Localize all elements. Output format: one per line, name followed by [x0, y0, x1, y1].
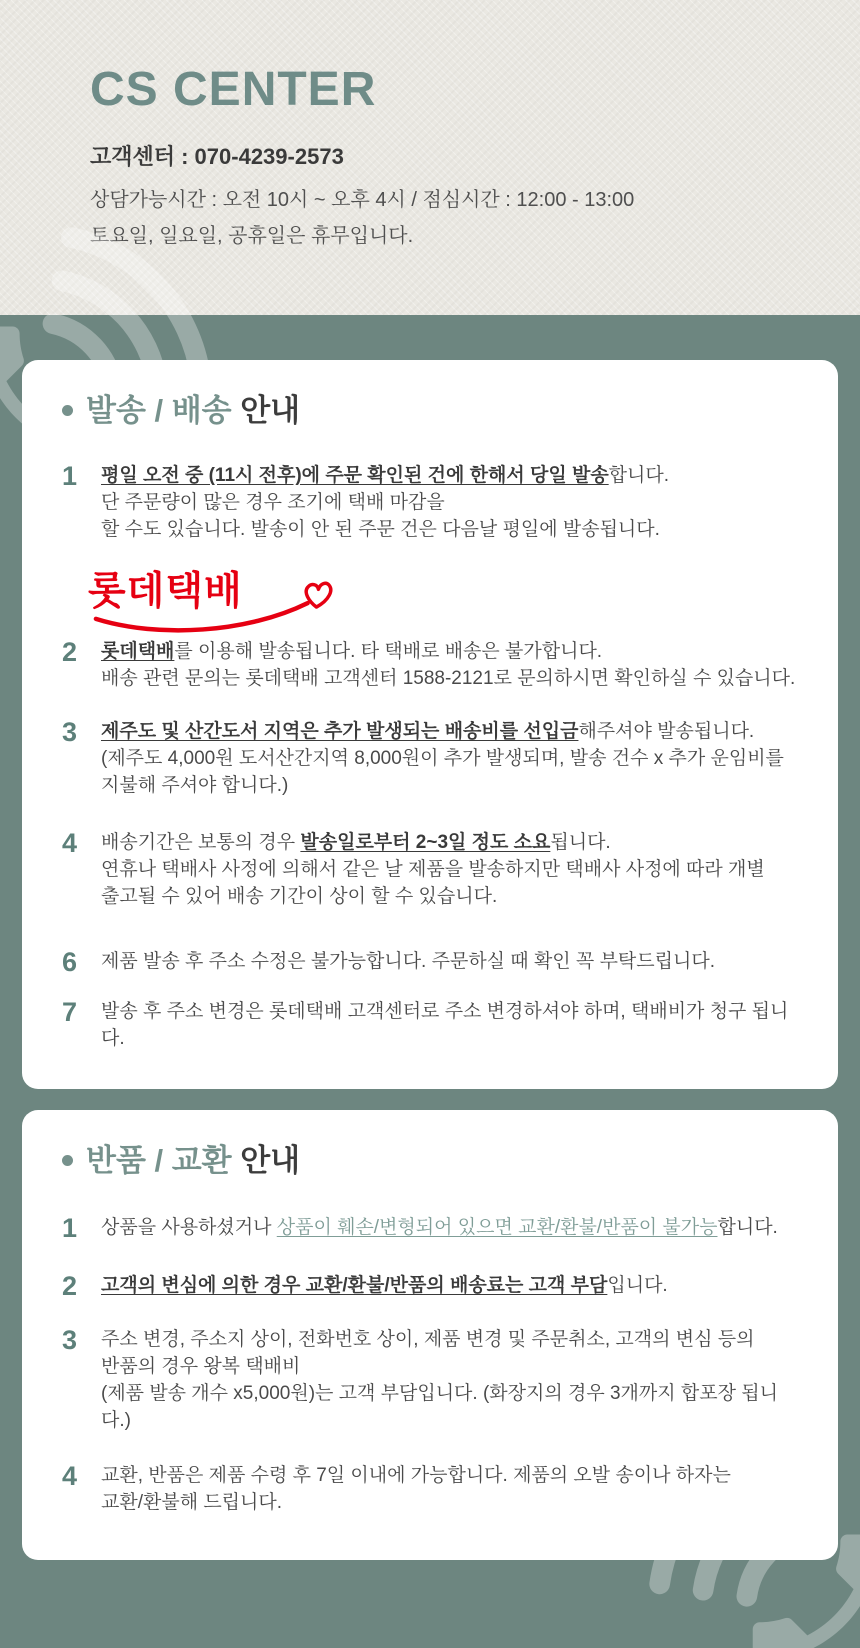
item-number: 3 — [62, 1325, 78, 1355]
shipping-card-title — [62, 390, 798, 432]
list-item — [62, 638, 798, 692]
shipping-title-rest: 안내 — [231, 393, 301, 428]
list-item — [62, 462, 798, 543]
consult-hours: 상담가능시간 : 오전 10시 ~ 오후 4시 / 점심시간 : 12:00 - 13:00 — [90, 189, 635, 211]
returns-card-title — [62, 1140, 798, 1182]
item-number: 2 — [62, 1271, 78, 1301]
emphasized-text: 제주도 및 산간도서 지역은 추가 발생되는 배송비를 선입금 — [101, 720, 579, 742]
item-text: 해주셔야 발송됩니다. — [578, 720, 755, 742]
list-item — [62, 948, 798, 976]
item-text: 출고될 수 있어 배송 기간이 상이 할 수 있습니다. — [101, 885, 498, 907]
returns-title-rest: 안내 — [231, 1143, 301, 1178]
customer-center-phone: 고객센터 : 070-4239-2573 — [90, 144, 344, 169]
returns-info-card — [22, 1110, 838, 1560]
list-item — [62, 1326, 798, 1434]
item-number: 3 — [62, 716, 78, 747]
item-text: 배송 관련 문의는 롯데택배 고객센터 1588-2121로 문의하시면 확인하실 수 있습니다. — [101, 667, 796, 689]
item-text: 할 수도 있습니다. 발송이 안 된 주문 건은 다음날 평일에 발송됩니다. — [101, 519, 660, 540]
item-text: 발송 후 주소 변경은 롯데택배 고객센터로 주소 변경하셔야 하며, 택배비가 청구 됩니다. — [101, 1000, 789, 1049]
item-text: 주소 변경, 주소지 상이, 전화번호 상이, 제품 변경 및 주문취소, 고객의 변심 등의 — [101, 1329, 755, 1350]
item-text: 배송기간은 보통의 경우 — [101, 831, 301, 853]
item-text: 입니다. — [607, 1275, 668, 1296]
item-text: (제품 발송 개수 x5,000원)는 고객 부담입니다. (화장지의 경우 3개까지 합포장 됩니다.) — [101, 1383, 778, 1431]
item-text: 단 주문량이 많은 경우 조기에 택배 마감을 — [101, 492, 445, 513]
bullet-dot-icon — [62, 405, 73, 416]
bullet-dot-icon — [62, 1155, 73, 1166]
emphasized-text: 고객의 변심에 의한 경우 교환/환불/반품의 배송료는 고객 부담 — [101, 1275, 608, 1296]
shipping-info-card — [22, 360, 838, 1089]
item-text: 지불해 주셔야 합니다.) — [101, 774, 289, 796]
list-item — [62, 829, 798, 910]
item-text: 를 이용해 발송됩니다. 타 택배로 배송은 불가합니다. — [174, 640, 603, 662]
page-title: CS CENTER — [90, 63, 377, 116]
item-text: 됩니다. — [550, 831, 611, 853]
item-number: 1 — [62, 1213, 78, 1243]
item-text: 연휴나 택배사 사정에 의해서 같은 날 제품을 발송하지만 택배사 사정에 따라 개별 — [101, 858, 765, 880]
returns-title-accent: 반품 / 교환 — [86, 1143, 232, 1178]
holiday-notice: 토요일, 일요일, 공휴일은 휴무입니다. — [90, 225, 414, 247]
item-number: 4 — [62, 1461, 78, 1491]
emphasized-text: 롯데택배 — [101, 640, 175, 662]
item-text: 합니다. — [608, 465, 670, 486]
shipping-title-accent: 발송 / 배송 — [86, 393, 232, 428]
list-item — [62, 1272, 798, 1300]
highlighted-text: 상품이 훼손/변형되어 있으면 교환/환불/반품이 불가능 — [276, 1217, 718, 1238]
item-text: 제품 발송 후 주소 수정은 불가능합니다. 주문하실 때 확인 꼭 부탁드립니다. — [101, 950, 715, 972]
lotte-logo-text: 롯데택배 — [88, 570, 243, 613]
heart-swoosh-icon — [90, 579, 346, 643]
item-text: (제주도 4,000원 도서산간지역 8,000원이 추가 발생되며, 발송 건수 x 추가 운임비를 — [101, 747, 784, 769]
list-item — [62, 1462, 798, 1516]
list-item — [62, 998, 798, 1052]
emphasized-text: 발송일로부터 2~3일 정도 소요 — [300, 831, 551, 853]
lotte-courier-logo — [88, 569, 243, 616]
item-number: 7 — [62, 996, 78, 1027]
emphasized-text: 평일 오전 중 (11시 전후)에 주문 확인된 건에 한해서 당일 발송 — [101, 465, 609, 486]
list-item — [62, 718, 798, 799]
item-text: 합니다. — [717, 1217, 778, 1238]
item-text: 반품의 경우 왕복 택배비 — [101, 1356, 301, 1377]
item-number: 1 — [62, 461, 78, 491]
item-text: 교환, 반품은 제품 수령 후 7일 이내에 가능합니다. 제품의 오발 송이나 하자는 — [101, 1465, 731, 1486]
item-text: 상품을 사용하셨거나 — [101, 1217, 277, 1238]
item-number: 2 — [62, 636, 78, 667]
item-number: 6 — [62, 946, 78, 977]
item-number: 4 — [62, 827, 78, 858]
list-item — [62, 1214, 798, 1242]
item-text: 교환/환불해 드립니다. — [101, 1492, 283, 1513]
